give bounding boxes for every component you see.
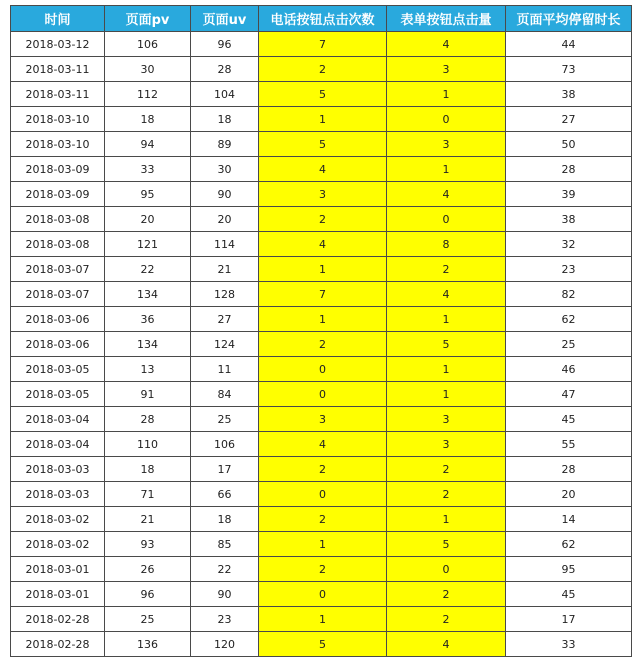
cell-date: 2018-03-07 bbox=[11, 257, 105, 282]
cell-avg-stay: 17 bbox=[506, 607, 632, 632]
cell-date: 2018-03-08 bbox=[11, 232, 105, 257]
cell-page-pv: 22 bbox=[105, 257, 191, 282]
cell-page-pv: 134 bbox=[105, 282, 191, 307]
cell-page-pv: 30 bbox=[105, 57, 191, 82]
cell-form-clicks: 4 bbox=[387, 632, 506, 657]
cell-date: 2018-03-01 bbox=[11, 582, 105, 607]
cell-form-clicks: 1 bbox=[387, 507, 506, 532]
cell-avg-stay: 39 bbox=[506, 182, 632, 207]
cell-form-clicks: 0 bbox=[387, 557, 506, 582]
table-row bbox=[11, 282, 632, 307]
cell-page-uv: 25 bbox=[191, 407, 259, 432]
cell-form-clicks: 3 bbox=[387, 432, 506, 457]
cell-page-pv: 93 bbox=[105, 532, 191, 557]
cell-page-uv: 28 bbox=[191, 57, 259, 82]
cell-form-clicks: 3 bbox=[387, 407, 506, 432]
cell-avg-stay: 62 bbox=[506, 307, 632, 332]
cell-page-pv: 136 bbox=[105, 632, 191, 657]
cell-page-uv: 90 bbox=[191, 182, 259, 207]
table-row bbox=[11, 607, 632, 632]
column-header-page-uv: 页面uv bbox=[191, 6, 259, 32]
cell-page-uv: 120 bbox=[191, 632, 259, 657]
cell-page-pv: 106 bbox=[105, 32, 191, 57]
cell-page-pv: 21 bbox=[105, 507, 191, 532]
cell-phone-clicks: 2 bbox=[259, 457, 387, 482]
cell-date: 2018-03-05 bbox=[11, 382, 105, 407]
cell-form-clicks: 2 bbox=[387, 582, 506, 607]
cell-date: 2018-03-03 bbox=[11, 457, 105, 482]
cell-page-pv: 20 bbox=[105, 207, 191, 232]
cell-page-pv: 71 bbox=[105, 482, 191, 507]
cell-phone-clicks: 2 bbox=[259, 332, 387, 357]
cell-form-clicks: 0 bbox=[387, 207, 506, 232]
cell-phone-clicks: 3 bbox=[259, 182, 387, 207]
table-row bbox=[11, 307, 632, 332]
cell-form-clicks: 4 bbox=[387, 182, 506, 207]
cell-phone-clicks: 4 bbox=[259, 157, 387, 182]
cell-avg-stay: 44 bbox=[506, 32, 632, 57]
cell-date: 2018-03-06 bbox=[11, 307, 105, 332]
cell-page-pv: 96 bbox=[105, 582, 191, 607]
table-row bbox=[11, 332, 632, 357]
cell-page-uv: 18 bbox=[191, 107, 259, 132]
cell-phone-clicks: 5 bbox=[259, 82, 387, 107]
cell-page-pv: 13 bbox=[105, 357, 191, 382]
cell-date: 2018-03-01 bbox=[11, 557, 105, 582]
table-row bbox=[11, 482, 632, 507]
cell-phone-clicks: 2 bbox=[259, 207, 387, 232]
cell-date: 2018-03-04 bbox=[11, 432, 105, 457]
cell-phone-clicks: 1 bbox=[259, 307, 387, 332]
cell-phone-clicks: 1 bbox=[259, 532, 387, 557]
table-row bbox=[11, 207, 632, 232]
cell-phone-clicks: 4 bbox=[259, 232, 387, 257]
cell-date: 2018-02-28 bbox=[11, 632, 105, 657]
column-header-date: 时间 bbox=[11, 6, 105, 32]
column-header-page-pv: 页面pv bbox=[105, 6, 191, 32]
cell-form-clicks: 4 bbox=[387, 32, 506, 57]
cell-avg-stay: 45 bbox=[506, 582, 632, 607]
cell-avg-stay: 38 bbox=[506, 207, 632, 232]
cell-page-uv: 21 bbox=[191, 257, 259, 282]
cell-page-uv: 11 bbox=[191, 357, 259, 382]
cell-avg-stay: 14 bbox=[506, 507, 632, 532]
cell-form-clicks: 8 bbox=[387, 232, 506, 257]
cell-page-uv: 17 bbox=[191, 457, 259, 482]
cell-avg-stay: 50 bbox=[506, 132, 632, 157]
cell-avg-stay: 55 bbox=[506, 432, 632, 457]
cell-phone-clicks: 0 bbox=[259, 582, 387, 607]
cell-page-uv: 84 bbox=[191, 382, 259, 407]
cell-page-pv: 28 bbox=[105, 407, 191, 432]
cell-page-pv: 33 bbox=[105, 157, 191, 182]
cell-avg-stay: 38 bbox=[506, 82, 632, 107]
cell-phone-clicks: 5 bbox=[259, 132, 387, 157]
table-row bbox=[11, 557, 632, 582]
cell-form-clicks: 5 bbox=[387, 532, 506, 557]
cell-page-pv: 95 bbox=[105, 182, 191, 207]
cell-form-clicks: 2 bbox=[387, 457, 506, 482]
cell-avg-stay: 46 bbox=[506, 357, 632, 382]
table-row bbox=[11, 507, 632, 532]
cell-phone-clicks: 7 bbox=[259, 32, 387, 57]
cell-phone-clicks: 1 bbox=[259, 257, 387, 282]
table-row bbox=[11, 32, 632, 57]
cell-form-clicks: 0 bbox=[387, 107, 506, 132]
cell-form-clicks: 2 bbox=[387, 607, 506, 632]
cell-avg-stay: 73 bbox=[506, 57, 632, 82]
table-row bbox=[11, 107, 632, 132]
cell-form-clicks: 1 bbox=[387, 357, 506, 382]
data-sheet bbox=[10, 5, 632, 657]
cell-page-pv: 121 bbox=[105, 232, 191, 257]
table-row bbox=[11, 382, 632, 407]
cell-avg-stay: 95 bbox=[506, 557, 632, 582]
cell-page-uv: 22 bbox=[191, 557, 259, 582]
cell-avg-stay: 33 bbox=[506, 632, 632, 657]
cell-phone-clicks: 2 bbox=[259, 557, 387, 582]
cell-page-uv: 114 bbox=[191, 232, 259, 257]
cell-date: 2018-03-11 bbox=[11, 82, 105, 107]
cell-page-pv: 110 bbox=[105, 432, 191, 457]
table-body bbox=[11, 32, 632, 657]
cell-page-pv: 25 bbox=[105, 607, 191, 632]
cell-avg-stay: 28 bbox=[506, 457, 632, 482]
cell-date: 2018-03-12 bbox=[11, 32, 105, 57]
cell-phone-clicks: 0 bbox=[259, 482, 387, 507]
cell-phone-clicks: 7 bbox=[259, 282, 387, 307]
cell-form-clicks: 4 bbox=[387, 282, 506, 307]
table-row bbox=[11, 182, 632, 207]
table-row bbox=[11, 532, 632, 557]
cell-phone-clicks: 5 bbox=[259, 632, 387, 657]
stats-table bbox=[10, 5, 632, 657]
table-row bbox=[11, 432, 632, 457]
cell-date: 2018-03-09 bbox=[11, 157, 105, 182]
cell-page-uv: 104 bbox=[191, 82, 259, 107]
cell-avg-stay: 25 bbox=[506, 332, 632, 357]
table-row bbox=[11, 157, 632, 182]
table-row bbox=[11, 407, 632, 432]
cell-page-pv: 36 bbox=[105, 307, 191, 332]
cell-date: 2018-03-10 bbox=[11, 107, 105, 132]
cell-page-uv: 106 bbox=[191, 432, 259, 457]
cell-form-clicks: 3 bbox=[387, 57, 506, 82]
cell-page-uv: 27 bbox=[191, 307, 259, 332]
cell-date: 2018-03-10 bbox=[11, 132, 105, 157]
cell-avg-stay: 28 bbox=[506, 157, 632, 182]
column-header-form-clicks: 表单按钮点击量 bbox=[387, 6, 506, 32]
cell-date: 2018-03-08 bbox=[11, 207, 105, 232]
cell-page-pv: 18 bbox=[105, 107, 191, 132]
cell-avg-stay: 62 bbox=[506, 532, 632, 557]
cell-phone-clicks: 3 bbox=[259, 407, 387, 432]
cell-page-uv: 30 bbox=[191, 157, 259, 182]
table-row bbox=[11, 357, 632, 382]
cell-form-clicks: 5 bbox=[387, 332, 506, 357]
cell-date: 2018-02-28 bbox=[11, 607, 105, 632]
cell-date: 2018-03-04 bbox=[11, 407, 105, 432]
header-row bbox=[11, 6, 632, 32]
table-row bbox=[11, 232, 632, 257]
table-row bbox=[11, 57, 632, 82]
cell-page-uv: 23 bbox=[191, 607, 259, 632]
table-row bbox=[11, 82, 632, 107]
cell-avg-stay: 47 bbox=[506, 382, 632, 407]
cell-date: 2018-03-03 bbox=[11, 482, 105, 507]
cell-phone-clicks: 4 bbox=[259, 432, 387, 457]
cell-page-uv: 89 bbox=[191, 132, 259, 157]
cell-page-pv: 134 bbox=[105, 332, 191, 357]
table-row bbox=[11, 582, 632, 607]
cell-phone-clicks: 0 bbox=[259, 357, 387, 382]
cell-form-clicks: 1 bbox=[387, 82, 506, 107]
cell-page-uv: 18 bbox=[191, 507, 259, 532]
cell-avg-stay: 23 bbox=[506, 257, 632, 282]
cell-phone-clicks: 1 bbox=[259, 607, 387, 632]
cell-page-pv: 112 bbox=[105, 82, 191, 107]
cell-form-clicks: 2 bbox=[387, 257, 506, 282]
cell-page-pv: 26 bbox=[105, 557, 191, 582]
cell-page-uv: 66 bbox=[191, 482, 259, 507]
cell-phone-clicks: 0 bbox=[259, 382, 387, 407]
table-row bbox=[11, 457, 632, 482]
cell-date: 2018-03-05 bbox=[11, 357, 105, 382]
cell-page-uv: 20 bbox=[191, 207, 259, 232]
cell-form-clicks: 3 bbox=[387, 132, 506, 157]
cell-page-pv: 94 bbox=[105, 132, 191, 157]
cell-form-clicks: 2 bbox=[387, 482, 506, 507]
cell-date: 2018-03-06 bbox=[11, 332, 105, 357]
cell-page-uv: 128 bbox=[191, 282, 259, 307]
cell-phone-clicks: 1 bbox=[259, 107, 387, 132]
cell-date: 2018-03-11 bbox=[11, 57, 105, 82]
cell-avg-stay: 20 bbox=[506, 482, 632, 507]
cell-phone-clicks: 2 bbox=[259, 57, 387, 82]
table-row bbox=[11, 257, 632, 282]
cell-page-uv: 96 bbox=[191, 32, 259, 57]
cell-page-uv: 85 bbox=[191, 532, 259, 557]
cell-avg-stay: 32 bbox=[506, 232, 632, 257]
cell-date: 2018-03-02 bbox=[11, 532, 105, 557]
cell-date: 2018-03-09 bbox=[11, 182, 105, 207]
cell-form-clicks: 1 bbox=[387, 307, 506, 332]
cell-phone-clicks: 2 bbox=[259, 507, 387, 532]
column-header-phone-clicks: 电话按钮点击次数 bbox=[259, 6, 387, 32]
cell-avg-stay: 27 bbox=[506, 107, 632, 132]
cell-form-clicks: 1 bbox=[387, 157, 506, 182]
cell-date: 2018-03-07 bbox=[11, 282, 105, 307]
cell-avg-stay: 45 bbox=[506, 407, 632, 432]
cell-avg-stay: 82 bbox=[506, 282, 632, 307]
cell-page-uv: 90 bbox=[191, 582, 259, 607]
cell-page-uv: 124 bbox=[191, 332, 259, 357]
cell-date: 2018-03-02 bbox=[11, 507, 105, 532]
column-header-avg-stay: 页面平均停留时长 bbox=[506, 6, 632, 32]
table-row bbox=[11, 132, 632, 157]
table-row bbox=[11, 632, 632, 657]
cell-page-pv: 18 bbox=[105, 457, 191, 482]
cell-page-pv: 91 bbox=[105, 382, 191, 407]
cell-form-clicks: 1 bbox=[387, 382, 506, 407]
